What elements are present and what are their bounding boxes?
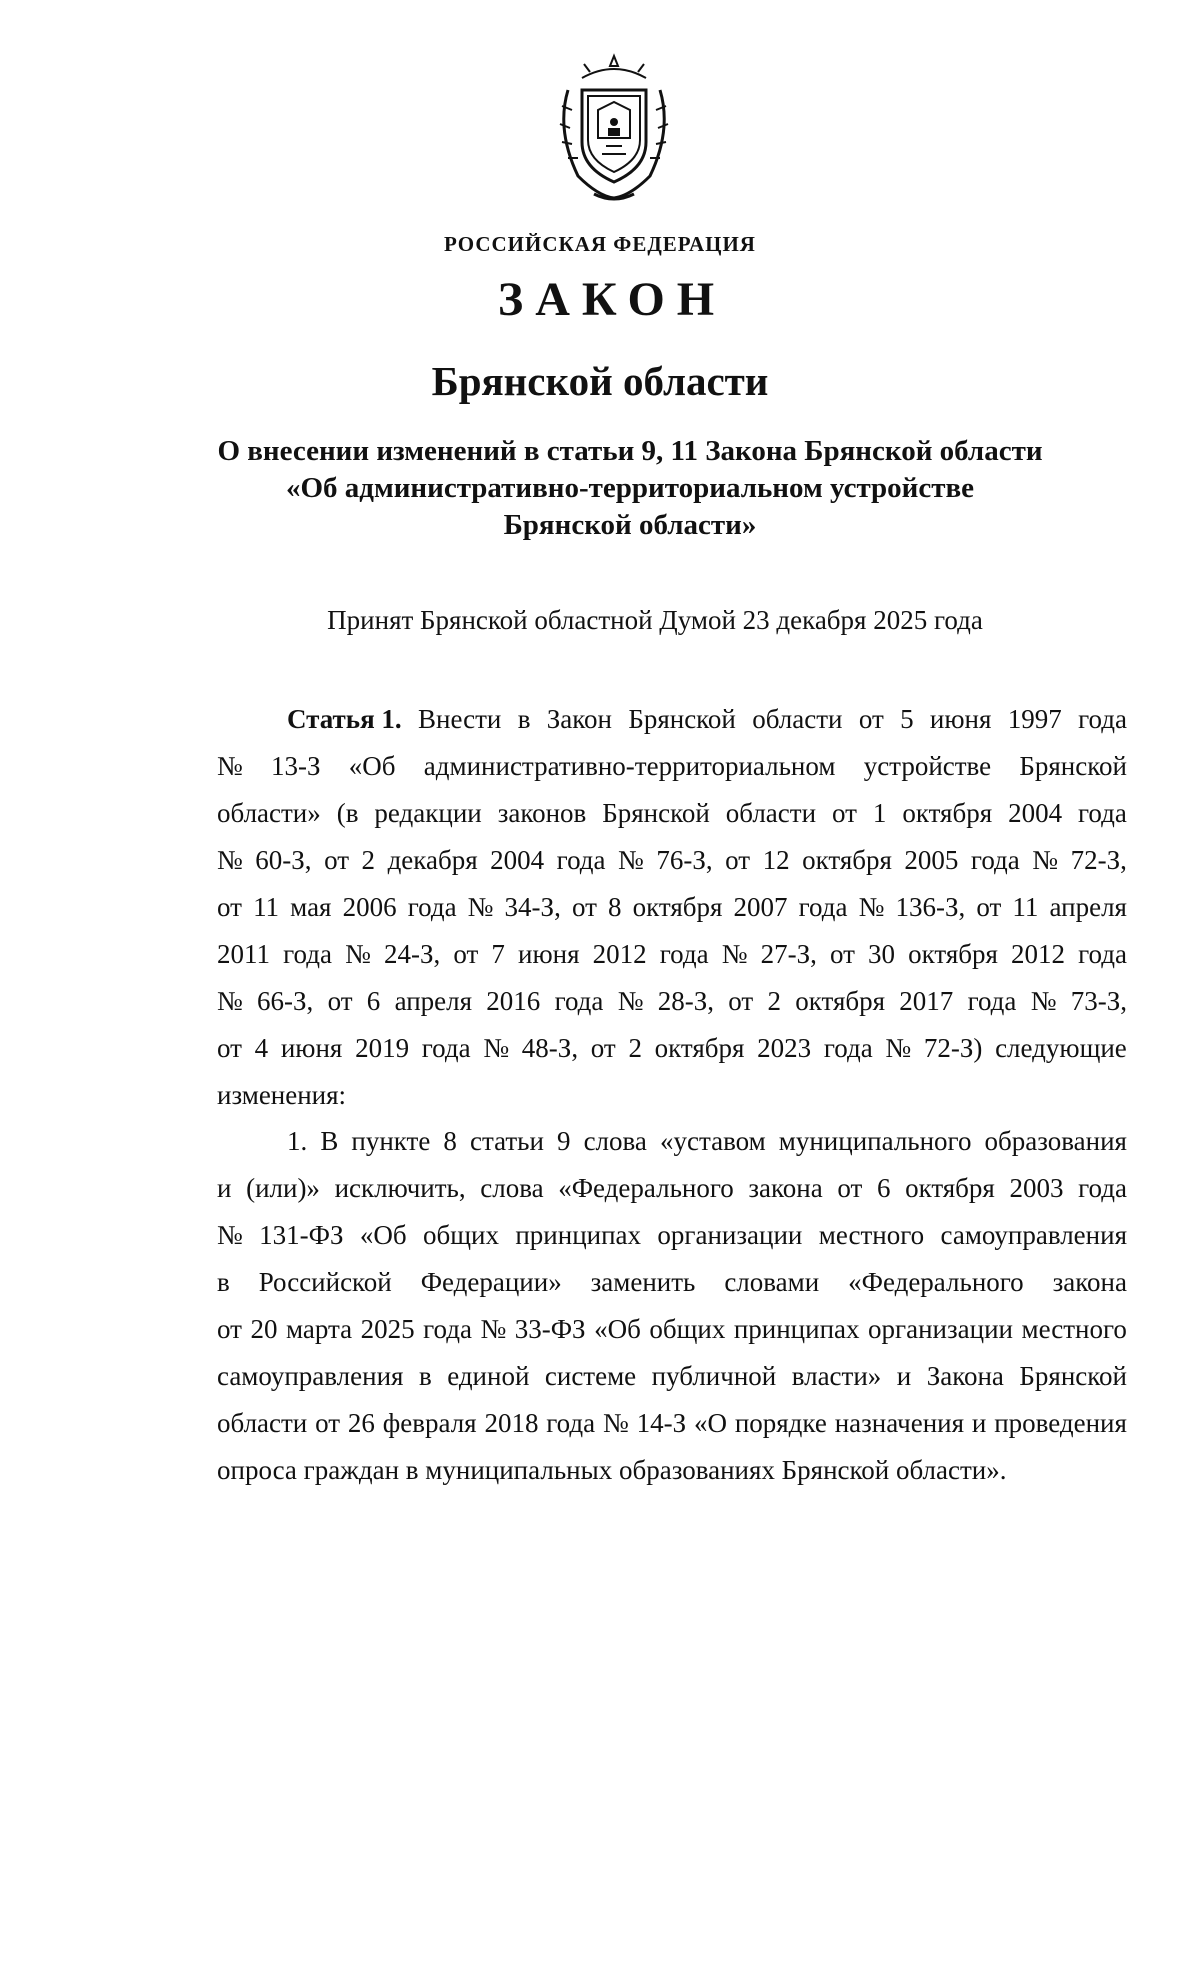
word: 2018 [484, 1408, 539, 1438]
article-heading: Статья 1. [287, 704, 402, 734]
word: 20 [250, 1314, 278, 1344]
word: года [970, 845, 1020, 875]
word: № [858, 892, 885, 922]
word: октября [908, 939, 998, 969]
word: закона [1052, 1267, 1127, 1297]
paragraph-line [217, 1025, 1127, 1072]
word: 34-З, [504, 892, 561, 922]
word: 1 [872, 798, 887, 828]
word: года [1078, 798, 1127, 828]
word: следующие [995, 1033, 1127, 1063]
paragraph-line [217, 931, 1127, 978]
paragraph-line [217, 884, 1127, 931]
article-1 [217, 696, 1127, 1119]
word: № [1032, 845, 1059, 875]
word: самоуправления [940, 1220, 1127, 1250]
word: года [798, 892, 848, 922]
word: № [217, 751, 243, 781]
paragraph-line [217, 696, 1127, 743]
word: года [1078, 939, 1127, 969]
word: Брянской [1019, 1361, 1127, 1391]
word: слова [583, 1126, 647, 1156]
word: власти» [791, 1361, 882, 1391]
bryansk-coat-of-arms-icon [538, 50, 690, 210]
word: от [217, 1033, 242, 1063]
word: от [327, 986, 353, 1016]
word: от [829, 939, 855, 969]
paragraph-line [217, 1353, 1127, 1400]
paragraph-line [217, 1259, 1127, 1306]
word: № [618, 845, 644, 875]
word: изменения: [217, 1080, 347, 1110]
word: устройстве [863, 751, 992, 781]
word: года [423, 1314, 472, 1344]
word: октября [795, 986, 886, 1016]
word: 76-З, [656, 845, 713, 875]
word: октября [654, 1033, 745, 1063]
word: 60-З, [255, 845, 312, 875]
word: от [725, 845, 751, 875]
law-title [200, 433, 1060, 544]
word: 8 [443, 1126, 457, 1156]
word: принципах [733, 1314, 860, 1344]
word: проведения [994, 1408, 1127, 1438]
word: 5 [900, 704, 914, 734]
word: «Федерального [558, 1173, 734, 1203]
word: октября [802, 845, 892, 875]
word: года [823, 1033, 873, 1063]
paragraph-line [217, 1400, 1127, 1447]
word: Брянской [602, 798, 710, 828]
word: и [217, 1173, 232, 1203]
word: 2019 [355, 1033, 410, 1063]
word: (или)» [246, 1173, 320, 1203]
word: 12 [762, 845, 790, 875]
word: «уставом [659, 1126, 766, 1156]
word: 2 [361, 845, 376, 875]
word: октября [632, 892, 723, 922]
word: общих [423, 1220, 499, 1250]
word: В [320, 1126, 339, 1156]
word: опроса граждан в муниципальных образованиях Брянской области». [217, 1455, 1007, 1485]
word: 30 [868, 939, 896, 969]
word: № [483, 1033, 510, 1063]
word: 2012 [592, 939, 647, 969]
word: № [721, 939, 748, 969]
word: № [885, 1033, 912, 1063]
article-1-point-1 [217, 1118, 1127, 1494]
word: области» [217, 798, 321, 828]
word: области [217, 1408, 308, 1438]
word: 33-ФЗ [514, 1314, 586, 1344]
word: 2 [628, 1033, 642, 1063]
word: 48-З, [521, 1033, 579, 1063]
word: «Федерального [848, 1267, 1024, 1297]
word: 1. [287, 1126, 308, 1156]
word: 11 [253, 892, 280, 922]
word: года [556, 845, 606, 875]
word: общих [649, 1314, 726, 1344]
word: 2023 [757, 1033, 812, 1063]
word: 2016 [486, 986, 541, 1016]
federation-heading: РОССИЙСКАЯ ФЕДЕРАЦИЯ [444, 232, 756, 256]
word: 1997 [1007, 704, 1062, 734]
paragraph-line [217, 743, 1127, 790]
word: № [602, 1408, 629, 1438]
word: местного [1021, 1314, 1127, 1344]
paragraph-line [217, 1306, 1127, 1353]
word: 11 [1012, 892, 1039, 922]
word: № [617, 986, 644, 1016]
word: Брянской [628, 704, 736, 734]
word: «Об [359, 1220, 407, 1250]
word: года [967, 986, 1017, 1016]
word: № [217, 986, 243, 1016]
word: года [421, 1033, 471, 1063]
word: от [590, 1033, 616, 1063]
word: организации [657, 1220, 803, 1250]
word: «Об [594, 1314, 641, 1344]
word: 2012 [1011, 939, 1066, 969]
word: слова [480, 1173, 544, 1203]
word: принципах [515, 1220, 642, 1250]
paragraph-line [217, 1072, 1127, 1119]
word: марта [285, 1314, 353, 1344]
word: от [324, 845, 350, 875]
word: апреля [1049, 892, 1127, 922]
word: единой [447, 1361, 530, 1391]
law-title-line: «Об административно-территориальном устройстве [285, 472, 975, 504]
word: № [1030, 986, 1057, 1016]
word: Внести [418, 704, 502, 734]
word: 13-З [271, 751, 321, 781]
word: апреля [394, 986, 473, 1016]
paragraph-line [217, 978, 1127, 1025]
word: «Об [348, 751, 396, 781]
word: от [858, 704, 884, 734]
word: 6 [876, 1173, 891, 1203]
word: № [467, 892, 494, 922]
word: года [554, 986, 604, 1016]
word: от [831, 798, 857, 828]
word: закона [748, 1173, 823, 1203]
word: 72-З, [1070, 845, 1127, 875]
word: 24-З, [383, 939, 441, 969]
word: организации [868, 1314, 1013, 1344]
word: словами [724, 1267, 820, 1297]
word: 2005 [904, 845, 959, 875]
word: редакции [374, 798, 482, 828]
word: и [971, 1408, 987, 1438]
word: в [418, 1361, 432, 1391]
word: 2006 [342, 892, 397, 922]
word: 72-З) [923, 1033, 983, 1063]
word: «О [693, 1408, 727, 1438]
word: мая [290, 892, 332, 922]
word: 6 [366, 986, 381, 1016]
word: Закон [546, 704, 612, 734]
word: Российской [258, 1267, 392, 1297]
word: самоуправления [217, 1361, 404, 1391]
word: административно-территориальном [423, 751, 836, 781]
paragraph-line [217, 1212, 1127, 1259]
word: публичной [651, 1361, 777, 1391]
word: 27-З, [760, 939, 817, 969]
word: порядке [734, 1408, 827, 1438]
word: от [837, 1173, 863, 1203]
word: 2025 [360, 1314, 415, 1344]
word: заменить [590, 1267, 696, 1297]
word: 2003 [1009, 1173, 1064, 1203]
word: года [283, 939, 332, 969]
word: области [752, 704, 843, 734]
word: 7 [491, 939, 505, 969]
word: Федерации» [420, 1267, 562, 1297]
word: 2004 [1008, 798, 1063, 828]
paragraph-line [217, 1118, 1127, 1165]
word: образования [984, 1126, 1127, 1156]
word: от [217, 892, 242, 922]
word: от [315, 1408, 341, 1438]
word: (в [336, 798, 359, 828]
word: 28-З, [657, 986, 714, 1016]
word: от [453, 939, 479, 969]
word: года [1078, 704, 1127, 734]
word: декабря [387, 845, 478, 875]
word: 8 [608, 892, 622, 922]
word: октября [902, 798, 993, 828]
word: Закона [926, 1361, 1004, 1391]
word: года [407, 892, 457, 922]
word: 66-З, [257, 986, 314, 1016]
word: от [728, 986, 754, 1016]
word: года [1078, 1173, 1127, 1203]
word: назначения [834, 1408, 965, 1438]
word: в [517, 704, 531, 734]
word: статьи [469, 1126, 544, 1156]
word: Брянской [1019, 751, 1127, 781]
word: № [217, 845, 243, 875]
word: от [217, 1314, 242, 1344]
word: 9 [557, 1126, 571, 1156]
word: местного [818, 1220, 925, 1250]
word: 2007 [733, 892, 788, 922]
word: № [217, 1220, 243, 1250]
word: законов [497, 798, 587, 828]
paragraph-line [217, 1447, 1127, 1494]
word: июня [280, 1033, 343, 1063]
word: февраля [382, 1408, 477, 1438]
word: 73-З, [1070, 986, 1127, 1016]
law-title-line: О внесении изменений в статьи 9, 11 Закона Брянской области [217, 435, 1043, 467]
word: июня [518, 939, 580, 969]
word: пункте [351, 1126, 431, 1156]
word: 131-ФЗ [259, 1220, 344, 1250]
law-heading: ЗАКОН [497, 273, 727, 326]
word: исключить, [334, 1173, 466, 1203]
paragraph-line [217, 1165, 1127, 1212]
word: 26 [347, 1408, 375, 1438]
word: июня [929, 704, 992, 734]
law-title-line: Брянской области» [503, 509, 757, 541]
word: № [345, 939, 371, 969]
word: 136-З, [895, 892, 966, 922]
word: 2011 [217, 939, 270, 969]
region-heading: Брянской области [431, 358, 769, 404]
word: в [217, 1267, 230, 1297]
word: муниципального [778, 1126, 972, 1156]
word: года [546, 1408, 596, 1438]
word: 2017 [899, 986, 954, 1016]
word: октября [905, 1173, 995, 1203]
paragraph-line [217, 837, 1127, 884]
word: и [896, 1361, 912, 1391]
word: области [725, 798, 817, 828]
adoption-note: Принят Брянской областной Думой 23 декабря 2025 года [327, 605, 983, 635]
word: 14-З [636, 1408, 687, 1438]
word: от [571, 892, 597, 922]
paragraph-line [217, 790, 1127, 837]
word: 4 [254, 1033, 269, 1063]
word: № [480, 1314, 507, 1344]
word: 2004 [490, 845, 545, 875]
word: от [976, 892, 1002, 922]
word: года [659, 939, 709, 969]
word: системе [544, 1361, 637, 1391]
word: 2 [767, 986, 781, 1016]
